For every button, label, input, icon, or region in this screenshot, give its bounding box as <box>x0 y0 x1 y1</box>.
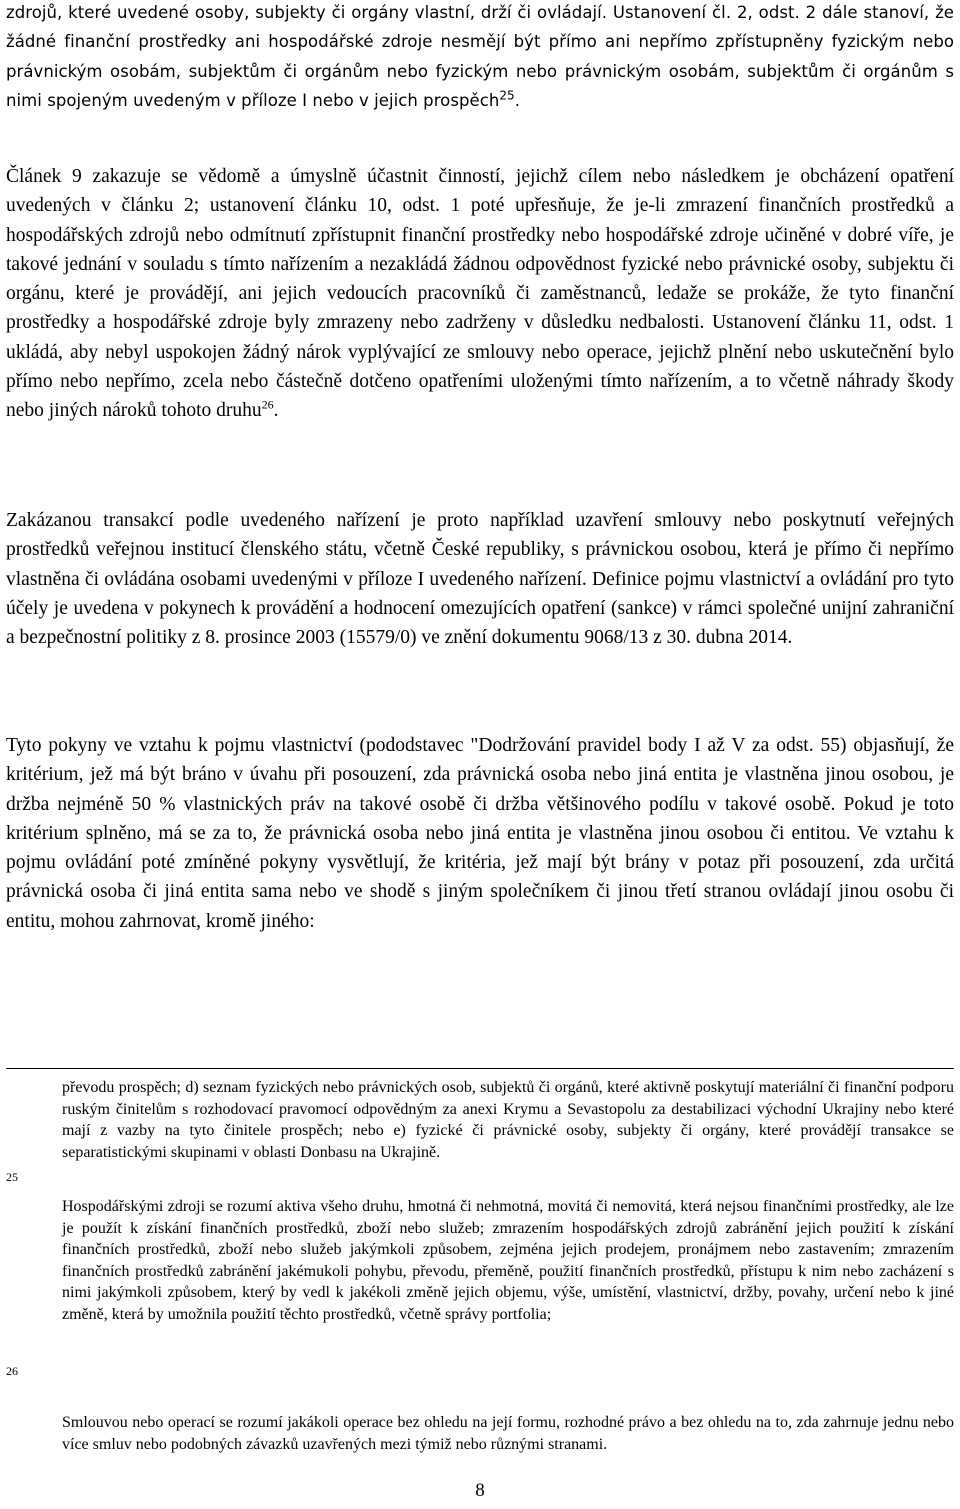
paragraph-3: Zakázanou transakcí podle uvedeného nařízení je proto například uzavření smlouvy nebo poskytnutí veřejných prostředků veřejnou institucí členského státu, včetně České republiky, s právnickou osobou, která je přímo či nepřímo vlastněna či ovládána osobami uvedenými v příloze I uvedeného nařízení. Definice pojmu vlastnictví a ovládání pro tyto účely je uvedena v pokynech k provádění a hodnocení omezujících opatření (sankce) v rámci společné unijní zahraniční a bezpečnostní politiky z 8. prosince 2003 (15579/0) ve znění dokumentu 9068/13 z 30. dubna 2014. <box>6 510 954 649</box>
paragraph-1 <box>6 0 954 115</box>
paragraph-2-end: . <box>273 400 279 422</box>
paragraph-2-text: Článek 9 zakazuje se vědomě a úmyslně účastnit činností, jejichž cílem nebo následkem je obcházení opatření uvedených v článku 2; ustanovení článku 10, odst. 1 poté upřesňuje, že je-li zmrazení finančních prostředků a hospodářských zdrojů nebo odmítnutí zpřístupnit finanční prostředky nebo hospodářské zdroje učiněné v dobré víře, je takové jednání v souladu s tímto nařízením a nezakládá žádnou odpovědnost fyzické nebo právnické osoby, subjektu či orgánu, které je provádějí, ani jejich vedoucích pracovníků či zaměstnanců, ledaže se prokáže, že tyto finanční prostředky a hospodářské zdroje byly zmrazeny nebo zadrženy v důsledku nedbalosti. Ustanovení článku 11, odst. 1 ukládá, aby nebyl uspokojen žádný nárok vyplývající ze smlouvy nebo operace, jejichž plnění nebo uskutečnění bylo přímo nebo nepřímo, zcela nebo částečně dotčeno opatřeními uloženými tímto nařízením, a to včetně náhrady škody nebo jiných nároků tohoto druhu <box>6 166 954 422</box>
paragraph-1-end: . <box>514 90 520 110</box>
page-number: 8 <box>475 1480 485 1501</box>
footnote-26: Smlouvou nebo operací se rozumí jakákoli operace bez ohledu na její formu, rozhodné právo a bez ohledu na to, zda zahrnuje jednu nebo více smluv nebo podobných závazků uzavřených mezi týmiž nebo různými stranami. <box>62 1414 954 1453</box>
paragraph-4: Tyto pokyny ve vztahu k pojmu vlastnictví (pododstavec "Dodržování pravidel body I až V za odst. 55) objasňují, že kritérium, jež má být bráno v úvahu při posouzení, zda právnická osoba nebo jiná entita je vlastněna jinou osobou, je držba nejméně 50 % vlastnických práv na takové osobě či držba většinového podílu v takové osobě. Pokud je toto kritérium splněno, má se za to, že právnická osoba nebo jiná entita je vlastněna jinou osobou či entitou. Ve vztahu k pojmu ovládání poté zmíněné pokyny vysvětlují, že kritéria, jež mají být brány v potaz při posouzení, zda určitá právnická osoba či jiná entita sama nebo ve shodě s jiným společníkem či jinou třetí stranou ovládají jinou osobu či entitu, mohou zahrnovat, kromě jiného: <box>6 735 954 932</box>
footnote-ref-26[interactable]: 26 <box>261 397 274 412</box>
footnote-25-number: 25 <box>6 1170 18 1184</box>
footnote-26-number: 26 <box>6 1364 18 1378</box>
footnote-25: Hospodářskými zdroji se rozumí aktiva všeho druhu, hmotná či nehmotná, movitá či nemovitá, která nejsou finančními prostředky, ale lze je použít k získání finančních prostředků, zboží nebo služeb; zmrazením hospodářských zdrojů zabránění jejich použití k získání finančních prostředků, zboží nebo služeb jakýmkoli způsobem, zejména jejich prodejem, pronájmem nebo zastavením; zmrazením finančních prostředků zabránění jakémukoli pohybu, převodu, přeměně, použití finančních prostředků, přístupu k nim nebo zacházení s nimi jakýmkoli způsobem, který by vedl k jakékoli změně jejich objemu, výše, umístění, vlastnictví, držby, povahy, určení nebo k jiné změně, která by umožnila použití těchto prostředků, včetně správy portfolia; <box>62 1198 954 1323</box>
footnote-separator <box>6 1068 954 1069</box>
paragraph-2 <box>6 162 954 426</box>
footnote-ref-25[interactable]: 25 <box>499 88 515 103</box>
paragraph-1-text: zdrojů, které uvedené osoby, subjekty či orgány vlastní, drží či ovládají. Ustanovení čl. 2, odst. 2 dále stanoví, že žádné finanční prostředky ani hospodářské zdroje nesmějí být přímo ani nepřímo zpřístupněny fyzickým nebo právnickým osobám, subjektům či orgánům nebo fyzickým nebo právnickým osobám, subjektům či orgánům s nimi spojeným uvedeným v příloze I nebo v jejich prospěch <box>6 3 954 110</box>
footnote-continuation: převodu prospěch; d) seznam fyzických nebo právnických osob, subjektů či orgánů, které aktivně poskytují materiální či finanční podporu ruským činitelům s rozhodovací pravomocí odpovědným za anexi Krymu a Sevastopolu za destabilizaci východní Ukrajiny nebo které mají z vazby na tyto činitele prospěch; nebo e) fyzické či právnické osoby, subjekty či orgány, které provádějí transakce se separatistickými skupinami v oblasti Donbasu na Ukrajině. <box>62 1079 954 1161</box>
